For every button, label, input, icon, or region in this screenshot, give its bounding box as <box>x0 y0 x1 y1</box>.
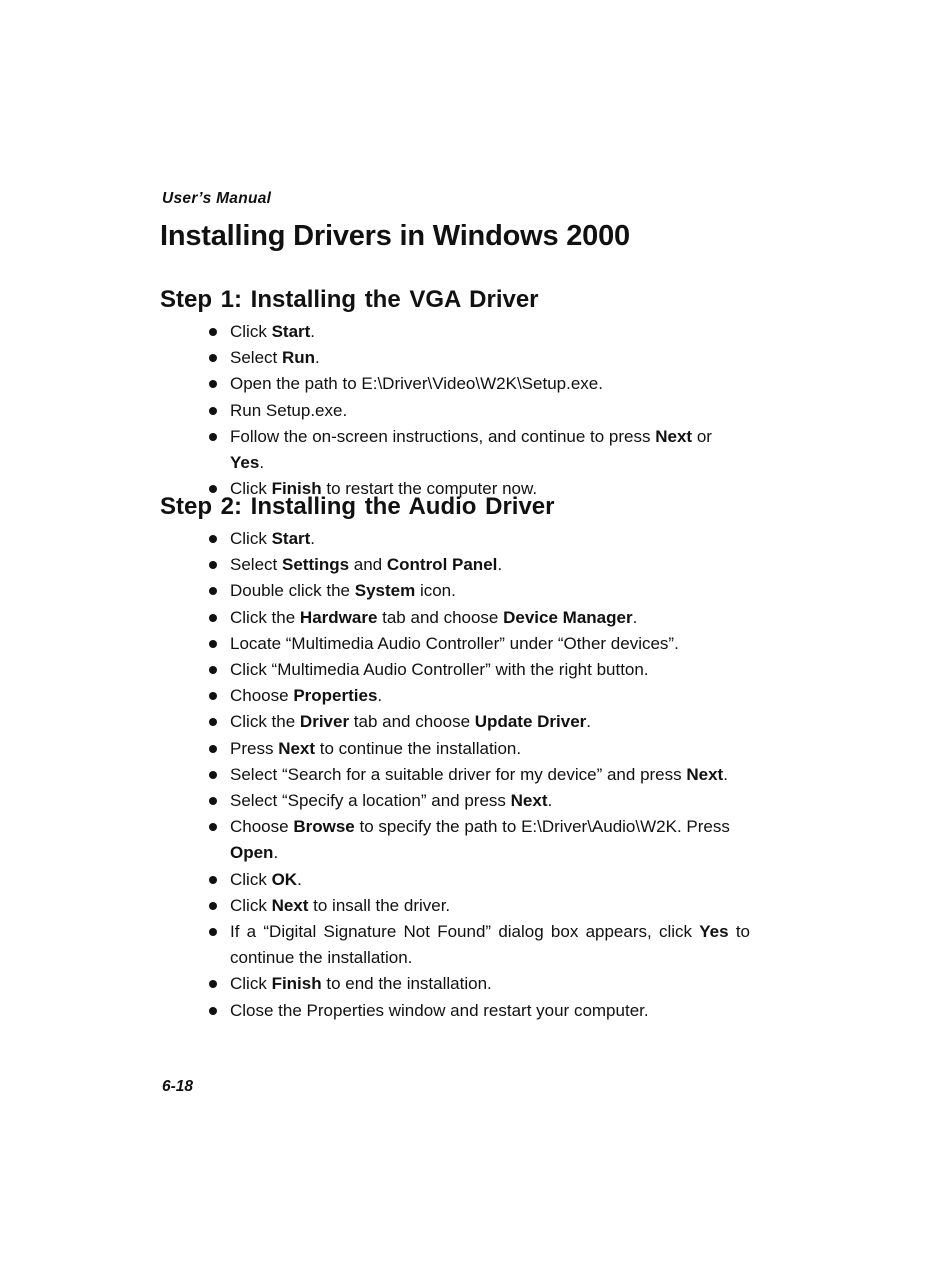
bullet-icon <box>209 535 217 543</box>
step-text: Double click the <box>230 581 355 601</box>
running-head: User’s Manual <box>162 190 272 207</box>
step-item <box>230 683 750 709</box>
step-text: to restart the computer now. <box>321 479 538 499</box>
step-text: Select “Search for a suitable driver for my device” and press <box>230 764 687 784</box>
bold-term: Next <box>271 895 309 915</box>
bullet-icon <box>209 666 217 674</box>
bold-term: Control Panel <box>386 555 498 575</box>
section-heading-audio: Step 2: Installing the Audio Driver <box>160 493 555 520</box>
step-text: Click “Multimedia Audio Controller” with the right button. <box>230 660 649 680</box>
step-text: . <box>259 453 265 473</box>
step-text: Choose <box>230 686 294 706</box>
bullet-icon <box>209 718 217 726</box>
step-text: . <box>632 607 638 627</box>
bold-term: Open <box>230 843 274 863</box>
step-text: . <box>377 686 383 706</box>
bold-term: Next <box>278 738 316 758</box>
step-item <box>230 552 750 578</box>
bold-term: Next <box>686 764 724 784</box>
step-item <box>230 709 750 735</box>
bold-term: Driver <box>299 712 350 732</box>
step-text: . <box>273 843 279 863</box>
bold-term: Settings <box>281 555 350 575</box>
bullet-icon <box>209 614 217 622</box>
page-title: Installing Drivers in Windows 2000 <box>160 220 630 252</box>
step-text: Click <box>230 479 272 499</box>
step-text: . <box>497 555 503 575</box>
step-text: tab and choose <box>349 712 475 732</box>
bullet-icon <box>209 640 217 648</box>
bullet-icon <box>209 354 217 362</box>
step-text: Select <box>230 348 282 368</box>
step-text: Select “Specify a location” and press <box>230 791 511 811</box>
step-item <box>230 762 750 788</box>
step-text: to specify the path to E:\Driver\Audio\W2K. Press <box>354 817 730 837</box>
step-item <box>230 814 750 866</box>
bold-term: Next <box>655 426 693 446</box>
step-text: Select <box>230 555 282 575</box>
step-text: Open the path to E:\Driver\Video\W2K\Setup.exe. <box>230 374 603 394</box>
bold-term: Next <box>510 791 548 811</box>
bullet-icon <box>209 328 217 336</box>
step-text: to continue the installation. <box>315 738 522 758</box>
step-text: to end the installation. <box>321 974 492 994</box>
step-text: Click the <box>230 712 300 732</box>
step-text: . <box>310 529 316 548</box>
step-text: . <box>586 712 591 732</box>
bullet-icon <box>209 380 217 388</box>
step-item <box>230 345 750 371</box>
step-item <box>230 919 750 971</box>
step-item <box>230 998 750 1024</box>
step-text: Follow the on-screen instructions, and continue to press <box>230 426 656 446</box>
step-text: Click <box>230 974 272 994</box>
step-text: tab and choose <box>377 607 504 627</box>
step-text: icon. <box>415 581 456 601</box>
step-text: and <box>349 555 387 575</box>
step-text: Click <box>230 869 272 889</box>
step-item <box>230 398 750 424</box>
bullet-icon <box>209 902 217 910</box>
bullet-icon <box>209 797 217 805</box>
step-text: or <box>692 426 712 446</box>
step-text: Click <box>230 322 272 341</box>
bold-term: Device Manager <box>503 607 633 627</box>
step-text: Press <box>230 738 279 758</box>
step-item <box>230 736 750 762</box>
step-text: Locate “Multimedia Audio Controller” under “Other devices”. <box>230 633 679 653</box>
bullet-icon <box>209 771 217 779</box>
bullet-icon <box>209 561 217 569</box>
step-item <box>230 788 750 814</box>
step-text: to insall the driver. <box>308 895 451 915</box>
step-text: Run Setup.exe. <box>230 400 348 420</box>
step-text: . <box>315 348 320 368</box>
step-text: . <box>723 764 728 784</box>
step-item <box>230 424 750 476</box>
bullet-icon <box>209 928 217 936</box>
bullet-icon <box>209 980 217 988</box>
step-item <box>230 657 750 683</box>
step-item <box>230 893 750 919</box>
section-heading-vga: Step 1: Installing the VGA Driver <box>160 286 539 313</box>
audio-steps-list <box>230 526 750 1024</box>
bold-term: Update Driver <box>474 712 587 732</box>
bullet-icon <box>209 876 217 884</box>
bold-term: Finish <box>271 974 322 994</box>
step-item <box>230 526 750 552</box>
bullet-icon <box>209 745 217 753</box>
bullet-icon <box>209 823 217 831</box>
bold-term: Browse <box>293 817 355 837</box>
step-text: Click the <box>230 607 300 627</box>
bullet-icon <box>209 692 217 700</box>
bullet-icon <box>209 407 217 415</box>
step-item <box>230 578 750 604</box>
bullet-icon <box>209 433 217 441</box>
step-item <box>230 371 750 397</box>
step-item <box>230 867 750 893</box>
step-item <box>230 971 750 997</box>
step-item <box>230 319 750 345</box>
step-text: Click <box>230 895 272 915</box>
step-text: . <box>297 869 302 889</box>
step-text: . <box>547 791 553 811</box>
step-text: Choose <box>230 817 294 837</box>
step-item <box>230 631 750 657</box>
vga-steps-list <box>230 319 750 502</box>
step-item <box>230 605 750 631</box>
step-text: to continue the installation. <box>230 922 750 968</box>
bullet-icon <box>209 587 217 595</box>
bold-term: OK <box>271 869 298 889</box>
bold-term: Finish <box>271 479 322 499</box>
bold-term: System <box>354 581 416 601</box>
bold-term: Start <box>271 529 311 548</box>
step-text: If a “Digital Signature Not Found” dialog box appears, click <box>230 922 700 942</box>
bold-term: Hardware <box>299 607 378 627</box>
step-text: . <box>310 322 316 341</box>
bold-term: Run <box>281 348 316 368</box>
bold-term: Properties <box>293 686 378 706</box>
step-text: Click <box>230 529 272 548</box>
step-text: Close the Properties window and restart your computer. <box>230 1000 649 1020</box>
page-number: 6-18 <box>162 1078 194 1095</box>
bold-term: Yes <box>230 453 260 473</box>
bold-term: Yes <box>699 922 729 942</box>
bullet-icon <box>209 1007 217 1015</box>
bold-term: Start <box>271 322 311 341</box>
